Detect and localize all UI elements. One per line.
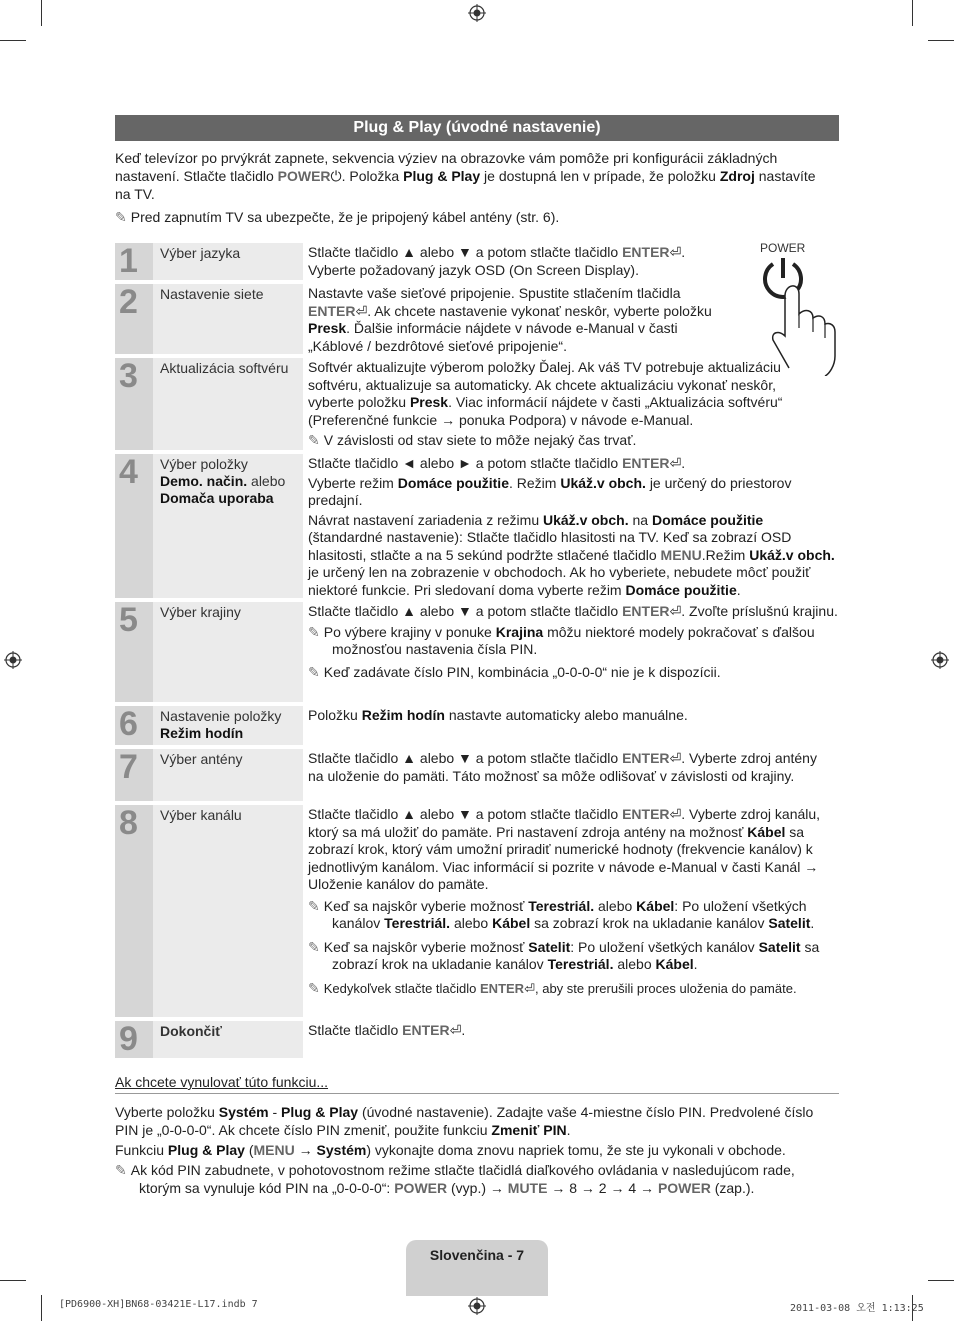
desc-text: Stlačte tlačidlo (308, 1022, 399, 1038)
note-text: → 8 → 2 → 4 → (551, 1180, 655, 1196)
enter-icon: ⏎ (669, 750, 682, 766)
desc-text: Stlačte tlačidlo ▲ alebo ▼ a potom stlačte tlačidlo (308, 750, 619, 766)
presk-keyword: Presk (308, 320, 347, 336)
step-number: 4 (119, 453, 138, 491)
note-pencil-icon: ✎ (115, 209, 127, 225)
step-description (308, 244, 718, 279)
step-number: 3 (119, 357, 138, 395)
reset-text: (úvodné nastavenie). Zadajte vaše 4-miestne číslo PIN. Predvolené číslo PIN je „0-0-0-0“. Ak chcete číslo PIN zmeniť, použite funkciu (115, 1104, 814, 1138)
step-9 (115, 1021, 839, 1058)
note-text: sa zobrazí krok na ukladanie kanálov (534, 915, 765, 931)
step-name: Nastavenie siete (160, 286, 264, 302)
desc-text: . (736, 581, 741, 598)
step-number-cell (115, 454, 153, 598)
note-pencil-icon: ✎ (308, 663, 320, 680)
desc-text: Návrat nastavení zariadenia z režimu (308, 511, 540, 528)
desc-text: . (681, 244, 686, 260)
enter-icon: ⏎ (449, 1022, 462, 1038)
step-number: 7 (119, 748, 138, 786)
desc-text: je určený do priestorov predajní. (308, 474, 792, 508)
divider (115, 1093, 839, 1094)
note-text: , aby ste prerušili proces uloženia do pamäte. (534, 980, 797, 996)
reset-text: Vyberte položku (115, 1104, 215, 1120)
rezim-hodin-keyword: Režim hodín (361, 707, 445, 723)
desc-text: Vyberte režim (308, 474, 394, 491)
krajina-keyword: Krajina (495, 623, 544, 640)
enter-icon: ⏎ (669, 455, 682, 471)
step-name-bold: Domača uporaba (160, 490, 274, 506)
reset-title: Ak chcete vynulovať túto funkciu... (115, 1074, 329, 1090)
note-text: sa zobrazí krok na ukladanie kanálov (332, 938, 820, 972)
terestrial-keyword: Terestriál. (547, 956, 614, 972)
desc-text: Stlačte tlačidlo ▲ alebo ▼ a potom stlačte tlačidlo (308, 806, 619, 822)
step-number: 8 (119, 804, 138, 842)
reset-body (115, 1103, 837, 1197)
reset-text: ( (248, 1142, 254, 1158)
intro-text: Keď televízor po prvýkrát zapnete, sekvencia výziev na obrazovke vám pomôže pri konfigurácii základných nastavení. Stlačte tlačidlo (115, 150, 778, 184)
note-text: Ak kód PIN zabudnete, v pohotovostnom režime stlačte tlačidlá diaľkového ovládania v nasledujúcom rade, ktorým sa vynuluje kód PIN na „0-0-0-0“: (130, 1162, 795, 1196)
desc-text: Stlačte tlačidlo ◄ alebo ► a potom stlačte tlačidlo (308, 455, 619, 471)
presk-keyword: Presk (409, 394, 449, 410)
step-3 (115, 358, 839, 450)
reset-text: ) vykonajte doma znovu napriek tomu, že ste ju vykonali v obchode. (366, 1142, 786, 1158)
intro-text: . Položka (341, 168, 400, 184)
enter-keyword: ENTER (622, 603, 670, 619)
page-number-tab: Slovenčina - 7 (406, 1240, 548, 1296)
note-text: Po výbere krajiny v ponuke (323, 623, 492, 640)
enter-keyword: ENTER (480, 980, 525, 996)
note-pencil-icon: ✎ (308, 432, 320, 448)
step-name (160, 708, 299, 742)
note-pencil-icon: ✎ (308, 979, 320, 996)
step-description (308, 603, 839, 681)
terestrial-keyword: Terestriál. (528, 897, 595, 914)
registration-mark-icon (4, 651, 22, 669)
step-name: Výber kanálu (160, 807, 242, 823)
note-text: Keď sa najskôr vyberie možnosť (323, 938, 525, 955)
step-name: Výber jazyka (160, 245, 241, 261)
section-title: Plug & Play (úvodné nastavenie) (115, 115, 839, 141)
note-text: (zap.). (714, 1180, 755, 1196)
desc-text: . (681, 455, 686, 471)
ukaz-keyword: Ukáž.v obch. (560, 474, 646, 491)
step-1 (115, 243, 839, 280)
step-number: 1 (119, 242, 138, 280)
step-number-cell (115, 358, 153, 450)
domace-keyword: Domáce použitie (651, 511, 764, 528)
crop-mark (912, 0, 913, 26)
step-description (308, 707, 839, 725)
registration-mark-icon (931, 651, 949, 669)
step-number-cell (115, 284, 153, 354)
desc-text: Vyberte požadovaný jazyk OSD (On Screen Display). (308, 261, 639, 278)
power-label: POWER (760, 241, 806, 255)
step-name-cell (153, 706, 303, 745)
step-8 (115, 805, 839, 1017)
desc-text: nastavte automaticky alebo manuálne. (448, 707, 688, 723)
plug-play-keyword: Plug & Play (403, 168, 481, 184)
system-keyword: Systém (218, 1104, 269, 1120)
kabel-keyword: Kábel (747, 823, 786, 840)
desc-text: na (632, 511, 649, 528)
step-name: Dokončiť (160, 1023, 222, 1039)
desc-text: Stlačte tlačidlo ▲ alebo ▼ a potom stlačte tlačidlo (308, 603, 619, 619)
step-name-cell (153, 284, 303, 354)
step-description (308, 455, 839, 599)
ukaz-keyword: Ukáž.v obch. (543, 511, 629, 528)
desc-text: . Režim (508, 474, 557, 491)
enter-keyword: ENTER (622, 455, 670, 471)
enter-icon: ⏎ (524, 980, 535, 996)
step-7 (115, 749, 839, 801)
step-name-cell (153, 602, 303, 702)
zdroj-keyword: Zdroj (719, 168, 755, 184)
note-pencil-icon: ✎ (115, 1162, 127, 1178)
crop-mark (0, 40, 26, 41)
domace-keyword: Domáce použitie (397, 474, 509, 491)
intro-text: nastavíte na TV. (115, 168, 816, 202)
step-number-cell (115, 805, 153, 1017)
note-text: : Po uložení všetkých kanálov (332, 897, 807, 931)
power-keyword: POWER (657, 1180, 711, 1196)
step-name-bold: Režim hodín (160, 725, 244, 741)
step-2 (115, 284, 839, 354)
step-description (308, 750, 818, 785)
note-text: . (693, 956, 698, 972)
desc-text: . Ak chcete nastavenie vykonať neskôr, vyberte položku (367, 302, 712, 319)
step-number-cell (115, 706, 153, 745)
desc-text: . Vyberte zdroj kanálu, ktorý sa má uložiť do pamäte. Pri nastavení zdroja antény na možnosť (308, 806, 821, 840)
step-number: 5 (119, 601, 138, 639)
domace-keyword: Domáce použitie (625, 581, 737, 598)
reset-text: Funkciu (115, 1142, 165, 1158)
reset-text: → (298, 1142, 313, 1158)
step-number-cell (115, 602, 153, 702)
plug-play-keyword: Plug & Play (281, 1104, 359, 1120)
note-pencil-icon: ✎ (308, 623, 320, 640)
step-name-text: Nastavenie položky (160, 708, 282, 724)
crop-mark (928, 40, 954, 41)
enter-keyword: ENTER (622, 750, 670, 766)
satelit-keyword: Satelit (758, 938, 801, 955)
plug-play-keyword: Plug & Play (167, 1142, 245, 1158)
note-text: alebo (617, 956, 652, 972)
enter-keyword: ENTER (622, 806, 670, 822)
step-name-cell (153, 749, 303, 801)
note-pencil-icon: ✎ (308, 897, 320, 914)
print-date-info: 2011-03-08 오전 1:13:25 (790, 1303, 924, 1314)
satelit-keyword: Satelit (768, 915, 811, 931)
step-name-bold: Demo. način. (160, 473, 248, 489)
step-name-text: alebo (251, 473, 286, 489)
desc-text: . Vyberte zdroj antény na uloženie do pamäti. Táto možnosť sa môže odlišovať v závislosti od krajiny. (308, 750, 817, 784)
desc-text: Softvér aktualizujte výberom položky Ďalej. Ak váš TV potrebuje aktualizáciu softvéru, aktualizuje sa automaticky. Ak chcete aktualizáciu vykonať neskôr, vyberte položku (308, 359, 781, 410)
note-text: Pred zapnutím TV sa ubezpečte, že je pripojený kábel antény (str. 6). (130, 209, 560, 225)
system-keyword: Systém (316, 1142, 367, 1158)
step-name: Výber krajiny (160, 604, 241, 620)
registration-mark-icon (468, 1297, 486, 1315)
terestrial-keyword: Terestriál. (384, 915, 451, 931)
power-icon: ⏻ (330, 168, 342, 184)
step-6 (115, 706, 839, 745)
print-file-info: [PD6900-XH]BN68-03421E-L17.indb 7 (59, 1299, 258, 1310)
step-number-cell (115, 1021, 153, 1058)
step-number: 2 (119, 283, 138, 321)
step-name: Výber antény (160, 751, 243, 767)
enter-icon: ⏎ (669, 603, 682, 619)
note-text: . (810, 915, 815, 931)
note-text: alebo (598, 897, 633, 914)
enter-keyword: ENTER (402, 1022, 450, 1038)
desc-text: Položku (308, 707, 358, 723)
note-text: Kedykoľvek stlačte tlačidlo (323, 980, 477, 996)
step-number: 9 (119, 1020, 138, 1058)
enter-keyword: ENTER (308, 302, 356, 319)
note-text: Keď zadávate číslo PIN, kombinácia „0-0-0-0“ nie je k dispozícii. (323, 663, 721, 680)
note-text: Keď sa najskôr vyberie možnosť (323, 897, 525, 914)
kabel-keyword: Kábel (655, 956, 694, 972)
reset-text: . (566, 1122, 571, 1138)
enter-keyword: ENTER (622, 244, 670, 260)
intro (115, 149, 835, 226)
registration-mark-icon (468, 4, 486, 22)
desc-text: Nastavte vaše sieťové pripojenie. Spustite stlačením tlačidla (308, 285, 681, 301)
step-name-cell (153, 805, 303, 1017)
desc-text: . Viac informácií nájdete v časti „Aktualizácia softvéru“ (Preferenčné funkcie → ponuka Podpora) v návode e-Manual. (308, 394, 783, 428)
crop-mark (0, 1280, 26, 1281)
note-pencil-icon: ✎ (308, 938, 320, 955)
step-name-cell (153, 454, 303, 598)
desc-text: sa zobrazí krok, ktorý vám umožní priradiť numerické hodnoty (frekvencie kanálov) k jednotlivým kanálom. Viac informácií si pozrite v návode e-Manual v časti Kanál → Uloženie kanálov do pamäte. (308, 823, 819, 892)
menu-keyword: MENU (253, 1142, 295, 1158)
desc-text: je určený len na zobrazenie v obchodoch. Ak ho vyberiete, nebudete môcť použiť niektoré funkcie. Pri sledovaní doma vyberte režim (308, 564, 811, 598)
satelit-keyword: Satelit (528, 938, 571, 955)
crop-mark (41, 0, 42, 26)
menu-keyword: MENU (660, 546, 702, 563)
power-keyword: POWER (277, 168, 331, 184)
step-name-cell (153, 1021, 303, 1058)
step-description (308, 806, 828, 997)
kabel-keyword: Kábel (636, 897, 675, 914)
note-text: môžu niektoré modely pokračovať s ďalšou možnosťou nastavenia čísla PIN. (332, 623, 815, 657)
step-name: Aktualizácia softvéru (160, 360, 289, 376)
note-text: (vyp.) → (451, 1180, 504, 1196)
desc-text: .Režim (701, 546, 746, 563)
power-keyword: POWER (394, 1180, 448, 1196)
enter-icon: ⏎ (355, 302, 368, 319)
desc-text: (štandardné nastavenie): Stlačte tlačidlo hlasitosti na TV. Keď sa zobrazí OSD hlasitosti, stlačte a na 5 sekúnd podržte stlačené tlačidlo (308, 529, 792, 563)
step-description (308, 1022, 839, 1040)
intro-text: je dostupná len v prípade, že položku (484, 168, 716, 184)
step-5 (115, 602, 839, 702)
step-name (160, 456, 299, 507)
step-number-cell (115, 243, 153, 280)
note-text: : Po uložení všetkých kanálov (570, 938, 755, 955)
desc-text: . Ďalšie informácie nájdete v návode e-Manual v časti „Káblové / bezdrôtové sieťové pripojenie“. (308, 320, 678, 354)
kabel-keyword: Kábel (492, 915, 531, 931)
step-description (308, 285, 718, 355)
step-4 (115, 454, 839, 598)
step-name-cell (153, 358, 303, 450)
crop-mark (41, 1295, 42, 1321)
step-number: 6 (119, 705, 138, 743)
mute-keyword: MUTE (507, 1180, 548, 1196)
desc-text: . (461, 1022, 466, 1038)
desc-text: . Zvoľte príslušnú krajinu. (681, 603, 838, 619)
crop-mark (928, 1280, 954, 1281)
step-description (308, 359, 803, 450)
reset-text: - (272, 1104, 278, 1120)
enter-icon: ⏎ (669, 244, 682, 260)
note-text: alebo (453, 915, 489, 931)
ukaz-keyword: Ukáž.v obch. (749, 546, 835, 563)
step-name-text: Výber položky (160, 456, 248, 472)
step-name-cell (153, 243, 303, 280)
step-number-cell (115, 749, 153, 801)
zmenit-pin-keyword: Zmeniť PIN (491, 1122, 567, 1138)
enter-icon: ⏎ (669, 806, 682, 822)
intro-note (115, 208, 835, 226)
note-text: V závislosti od stav siete to môže nejaký čas trvať. (323, 432, 637, 448)
desc-text: Stlačte tlačidlo ▲ alebo ▼ a potom stlačte tlačidlo (308, 244, 619, 260)
